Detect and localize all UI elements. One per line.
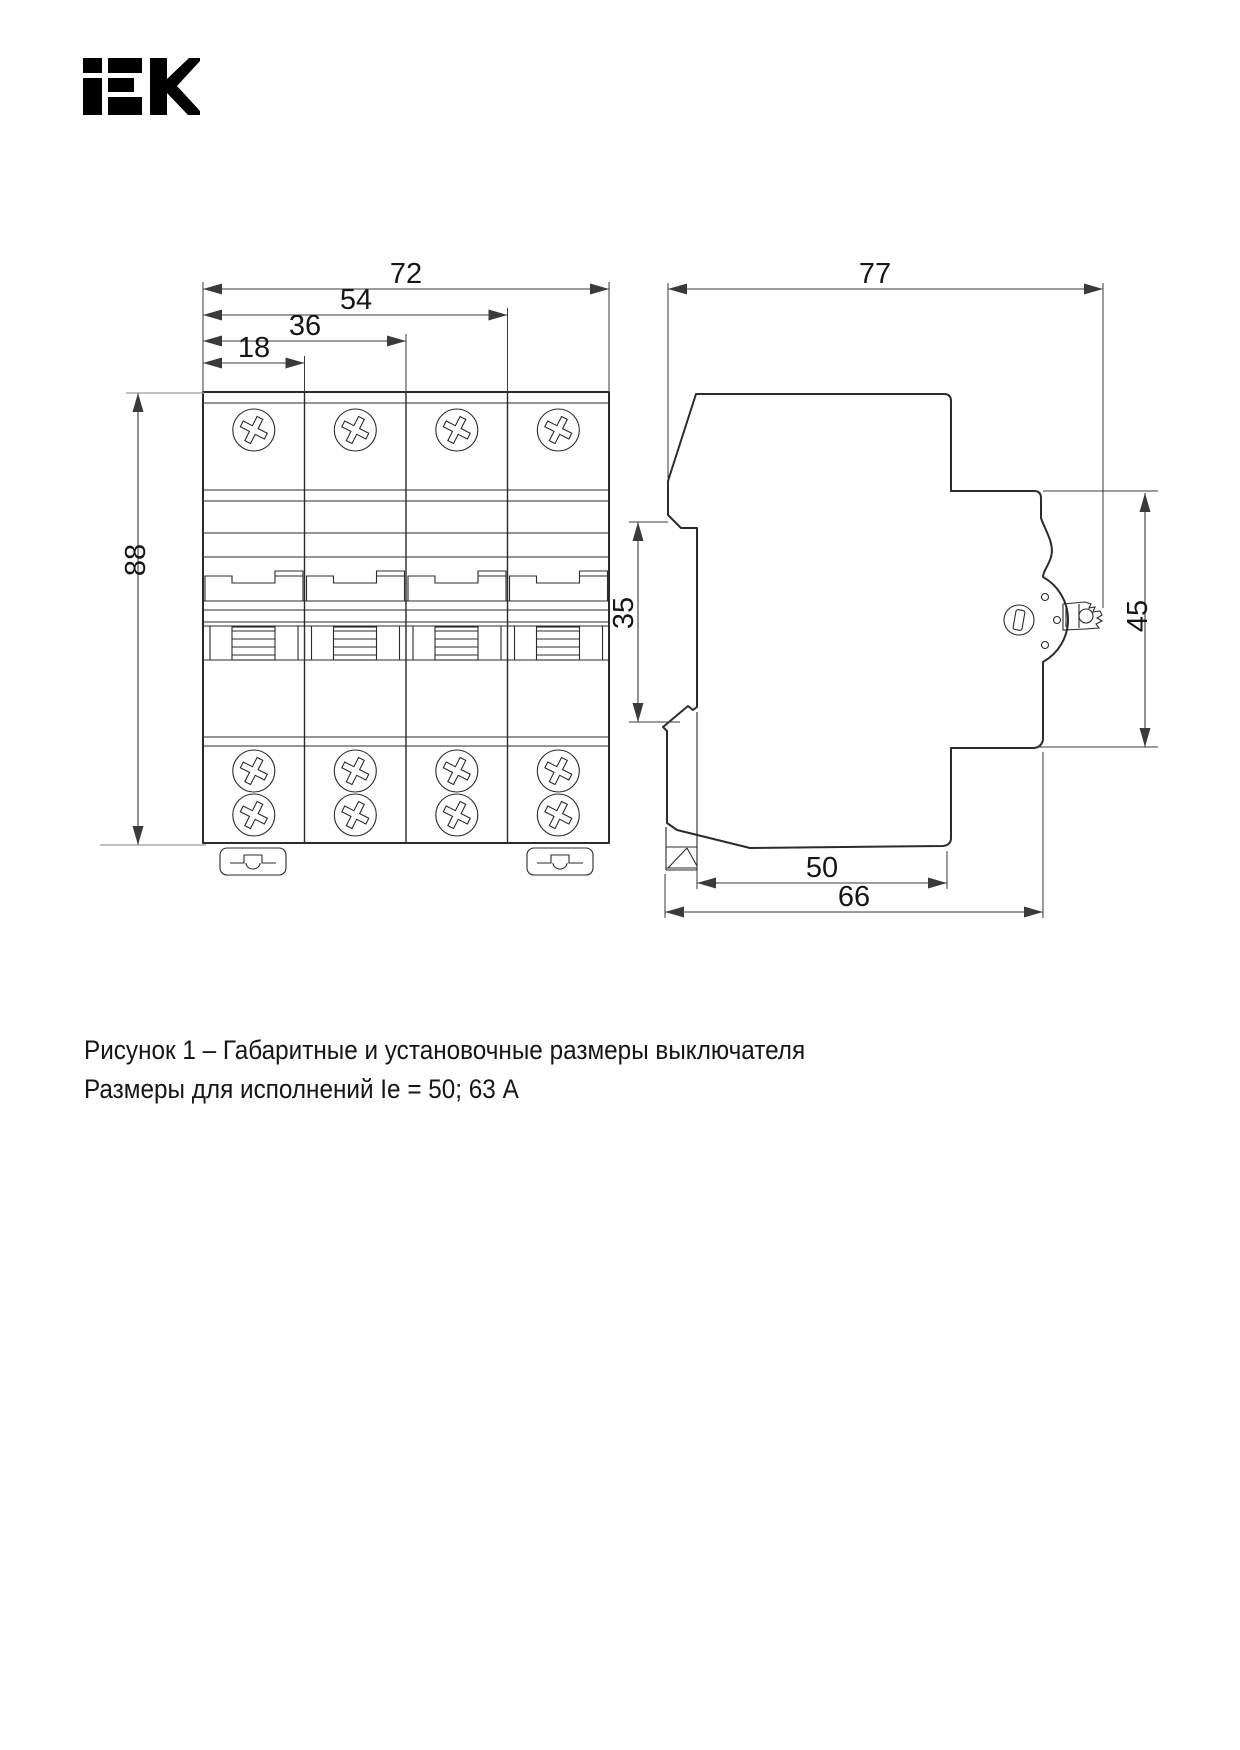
caption-line-1: Рисунок 1 – Габаритные и установочные размеры выключателя [84, 1035, 806, 1065]
front-view-drawing [203, 392, 609, 875]
screw-icon [436, 794, 478, 836]
screw-icon [334, 794, 376, 836]
dim-label-77: 77 [858, 258, 892, 290]
logo-letter-i [83, 58, 102, 73]
dim-label-72: 72 [389, 258, 423, 290]
screw-icon [334, 409, 376, 451]
handle-slot-icon [1013, 609, 1025, 630]
dim-label-36: 36 [288, 310, 322, 342]
breaker-side-body [663, 394, 1068, 848]
caption-line-2: Размеры для исполнений Ie = 50; 63 А [84, 1074, 519, 1104]
screw-icon [233, 794, 275, 836]
screw-icon [233, 750, 275, 792]
screw-icon [537, 750, 579, 792]
side-view-drawing [663, 394, 1102, 870]
dim-label-54: 54 [339, 284, 373, 316]
toggle-pole-4 [510, 571, 608, 660]
din-clip-left [220, 848, 286, 875]
lever-pin-icon [1079, 609, 1093, 623]
din-clip-slider [666, 712, 697, 870]
dim-label-45: 45 [1122, 599, 1154, 633]
screw-icon [537, 794, 579, 836]
iek-logo [83, 58, 200, 115]
toggle-pole-2 [307, 571, 405, 660]
screw-icon [436, 750, 478, 792]
toggle-pole-1 [205, 571, 303, 660]
rivet-icon [1054, 617, 1061, 624]
dim-label-18: 18 [237, 332, 271, 364]
logo-letter-k [150, 58, 200, 115]
rivet-icon [1042, 642, 1049, 649]
figure-caption [84, 1031, 805, 1109]
screw-icon [233, 409, 275, 451]
dim-label-35: 35 [608, 596, 640, 630]
rivet-icon [1042, 594, 1049, 601]
screw-icon [334, 750, 376, 792]
logo-letter-e [108, 58, 142, 73]
dim-label-66: 66 [837, 881, 871, 913]
front-view-dimensions [100, 258, 609, 845]
side-view-dimensions [608, 258, 1158, 918]
dim-label-88: 88 [120, 543, 152, 577]
toggle-pole-3 [408, 571, 506, 660]
din-clip-right [527, 848, 593, 875]
screw-icon [537, 409, 579, 451]
dim-label-50: 50 [805, 852, 839, 884]
screw-icon [436, 409, 478, 451]
